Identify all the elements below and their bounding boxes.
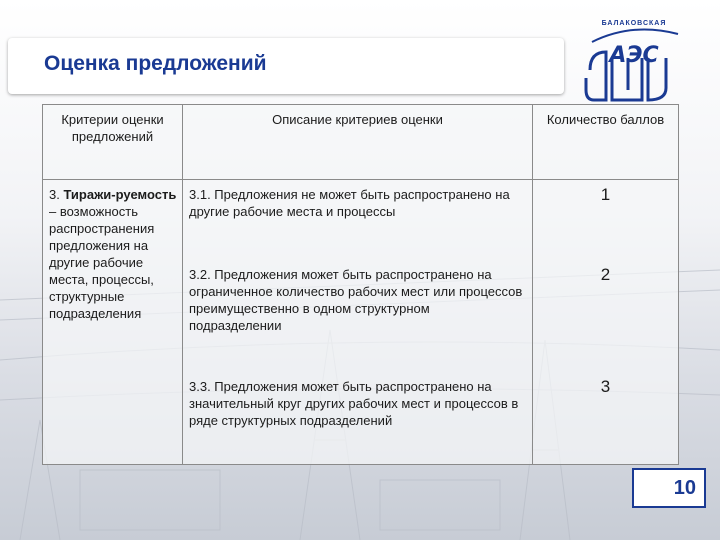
points-cell: 3 [533, 372, 679, 465]
description-cell: 3.2. Предложения может быть распространено на ограниченное количество рабочих мест или процессов преимущественно в одном структурном подразделении [183, 260, 533, 372]
header-description: Описание критериев оценки [183, 105, 533, 180]
points-cell: 1 [533, 180, 679, 261]
logo-letters: АЭС [609, 43, 659, 68]
points-cell: 2 [533, 260, 679, 372]
logo-caption: БАЛАКОВСКАЯ [601, 20, 667, 27]
criterion-prefix: 3. [49, 187, 64, 202]
description-cell: 3.3. Предложения может быть распространено на значительный круг других рабочих мест и процессов в ряде структурных подразделений [183, 372, 533, 465]
description-cell: 3.1. Предложения не может быть распространено на другие рабочие места и процессы [183, 180, 533, 261]
slide-title: Оценка предложений [44, 52, 267, 75]
header-criteria: Критерии оценки предложений [43, 105, 183, 180]
header-points: Количество баллов [533, 105, 679, 180]
criterion-name: Тиражи-руемость [63, 187, 177, 202]
page-number: 10 [632, 468, 706, 508]
criteria-table [42, 104, 679, 465]
criterion-cell [43, 180, 183, 465]
criterion-text: – возможность распространения предложения на другие рабочие места, процессы, структурные подразделения [49, 204, 155, 321]
table-header-row [43, 105, 679, 180]
slide-title-box [8, 38, 564, 94]
table-row [43, 180, 679, 261]
balakovo-npp-logo [582, 18, 686, 110]
